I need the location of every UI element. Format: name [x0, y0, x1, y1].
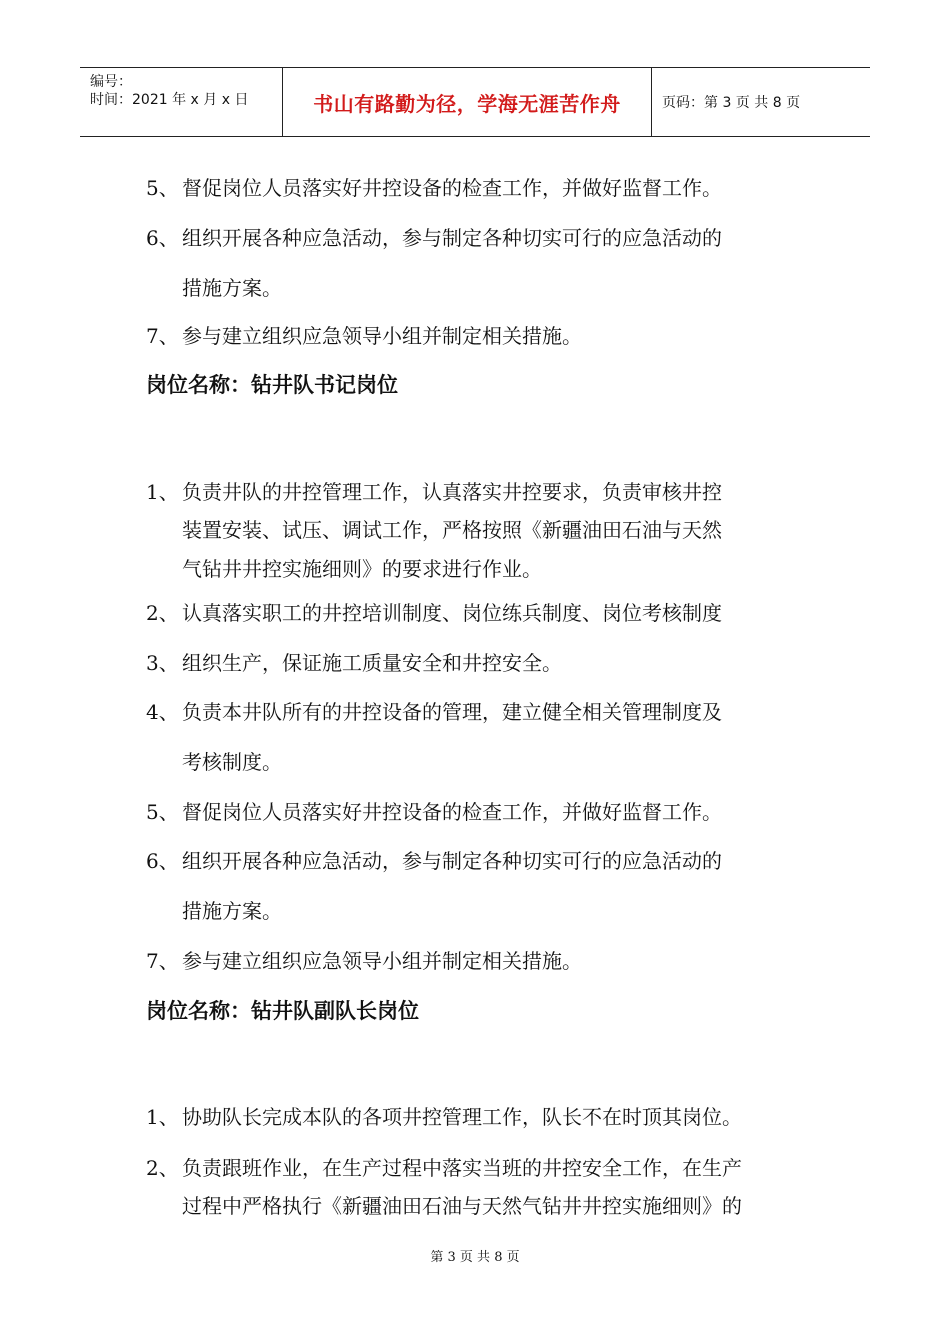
- item-text: 督促岗位人员落实好井控设备的检查工作，并做好监督工作。: [182, 176, 722, 200]
- page-header: [80, 67, 870, 137]
- item-text: 参与建立组织应急领导小组并制定相关措施。: [182, 949, 582, 973]
- item-text: 措施方案。: [182, 899, 282, 923]
- header-left-cell: [80, 68, 282, 136]
- item-number: 2、: [146, 1156, 179, 1180]
- document-time-label: 时间：2021 年 x 月 x 日: [90, 92, 249, 108]
- item-text: 组织开展各种应急活动，参与制定各种切实可行的应急活动的: [182, 849, 722, 873]
- header-motto: 书山有路勤为径，学海无涯苦作舟: [282, 68, 652, 136]
- item-text: 协助队长完成本队的各项井控管理工作，队长不在时顶其岗位。: [182, 1105, 742, 1129]
- item-number: 7、: [146, 949, 179, 973]
- item-number: 5、: [146, 800, 179, 824]
- page-footer: 第 3 页 共 8 页: [430, 1250, 520, 1265]
- document-number-label: 编号：: [90, 74, 132, 90]
- item-text: 参与建立组织应急领导小组并制定相关措施。: [182, 324, 582, 348]
- item-number: 6、: [146, 849, 179, 873]
- section-heading: 岗位名称：钻井队书记岗位: [146, 373, 398, 397]
- item-text: 认真落实职工的井控培训制度、岗位练兵制度、岗位考核制度: [182, 601, 722, 625]
- item-text: 过程中严格执行《新疆油田石油与天然气钻井井控实施细则》的: [182, 1194, 742, 1218]
- item-text: 装置安装、试压、调试工作，严格按照《新疆油田石油与天然: [182, 518, 722, 542]
- item-number: 7、: [146, 324, 179, 348]
- item-text: 组织生产，保证施工质量安全和井控安全。: [182, 651, 562, 675]
- item-text: 负责跟班作业，在生产过程中落实当班的井控安全工作，在生产: [182, 1156, 742, 1180]
- item-text: 负责井队的井控管理工作，认真落实井控要求，负责审核井控: [182, 480, 722, 504]
- item-text: 措施方案。: [182, 276, 282, 300]
- item-text: 负责本井队所有的井控设备的管理，建立健全相关管理制度及: [182, 700, 722, 724]
- item-text: 督促岗位人员落实好井控设备的检查工作，并做好监督工作。: [182, 800, 722, 824]
- item-number: 3、: [146, 651, 179, 675]
- item-number: 2、: [146, 601, 179, 625]
- item-number: 4、: [146, 700, 179, 724]
- item-text: 组织开展各种应急活动，参与制定各种切实可行的应急活动的: [182, 226, 722, 250]
- item-text: 考核制度。: [182, 750, 282, 774]
- item-number: 5、: [146, 176, 179, 200]
- section-heading: 岗位名称：钻井队副队长岗位: [146, 999, 419, 1023]
- item-number: 6、: [146, 226, 179, 250]
- item-text: 气钻井井控实施细则》的要求进行作业。: [182, 557, 542, 581]
- item-number: 1、: [146, 480, 179, 504]
- item-number: 1、: [146, 1105, 179, 1129]
- header-page-code: 页码：第 3 页 共 8 页: [662, 95, 801, 111]
